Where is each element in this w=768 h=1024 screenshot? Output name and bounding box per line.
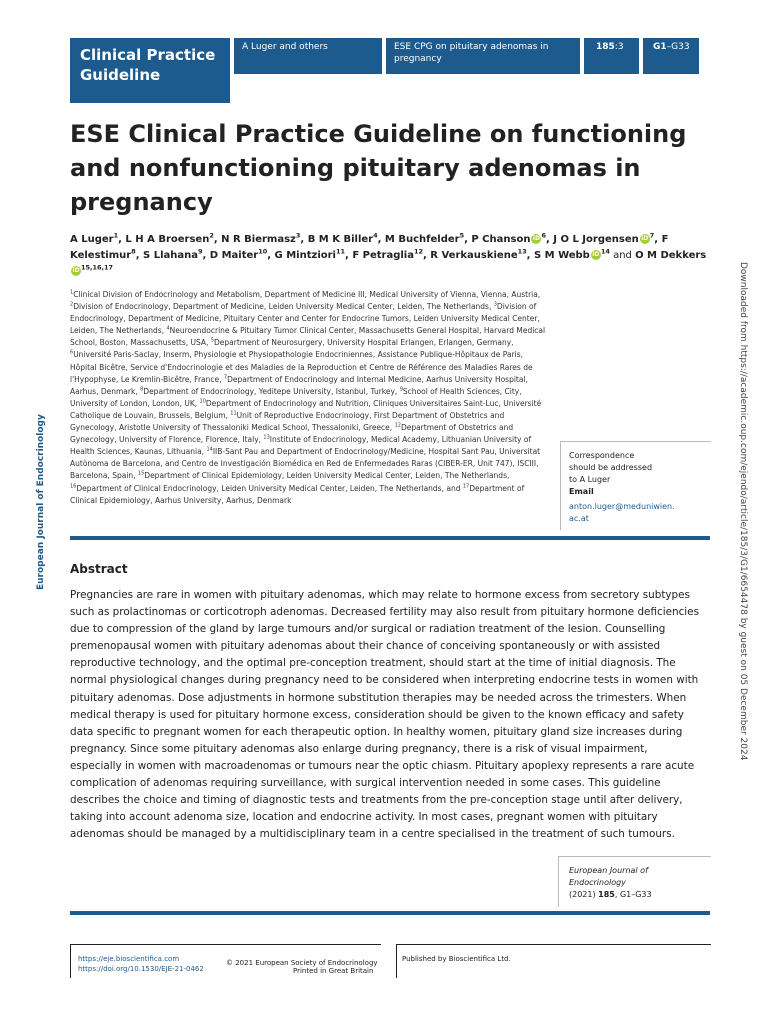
- affiliation-number: 11: [230, 410, 237, 417]
- affiliation-text: Neuroendocrine & Pituitary Tumor Clinical Center, Massachusetts General Hospital, Harvard Medical School, Boston, Massachusetts, USA,: [70, 326, 546, 348]
- affiliation-text: Department of Clinical Epidemiology, Aarhus University, Aarhus, Denmark: [70, 483, 525, 505]
- author-name: R Verkauskiene: [430, 250, 518, 261]
- journal-side-label: European Journal of Endocrinology: [36, 414, 46, 590]
- header-issue: :3: [614, 42, 624, 52]
- author-name: F Kelestimur: [70, 234, 669, 261]
- affiliation-text: Institute of Endocrinology, Medical Academy, Lithuanian University of Health Sciences, Kaunas, Lithuania,: [70, 435, 532, 457]
- header-pages-cell: [643, 38, 699, 74]
- section-label-box: [70, 38, 230, 103]
- correspondence-line-3: to A Luger: [569, 475, 611, 484]
- header-volume-cell: [584, 38, 639, 74]
- author-name: A Luger: [70, 234, 114, 245]
- orcid-icon[interactable]: iD: [641, 235, 649, 242]
- abstract-heading: Abstract: [70, 562, 128, 576]
- author-name: S M Webb: [533, 250, 590, 261]
- affiliation-text: Department of Endocrinology and Internal Medicine, Aarhus University Hospital, Aarhus, Denmark,: [70, 374, 528, 396]
- author-name: S Llahana: [143, 250, 198, 261]
- affiliation-text: Department of Clinical Epidemiology, Leiden University Medical Center, Leiden, The Netherlands,: [144, 471, 510, 481]
- affiliation-text: Université Paris-Saclay, Inserm, Physiologie et Physiopathologie Endocriniennes, Assistance Publique-Hôpitaux de Paris, Hôpital Bicêtre, Service d'Endocrinologie et des Maladies de la Reproduction et Centre de Référence des Maladies Rares de l'Hypophyse, Le Kremlin-Bicêtre, France,: [70, 350, 533, 384]
- journal-citation: (2021) 185, G1–G33: [569, 890, 652, 899]
- affiliation-number: 2: [70, 301, 74, 308]
- correspondence-line-2: should be addressed: [569, 463, 653, 472]
- author-name: G Mintziori: [274, 250, 336, 261]
- affiliation-text: Division of Endocrinology, Department of Medicine, Leiden University Medical Center, Leiden, The Netherlands,: [73, 302, 494, 312]
- section-label: Clinical Practice Guideline: [80, 46, 216, 84]
- email-label: Email: [569, 487, 594, 496]
- author-affiliation-number: 6: [541, 231, 546, 240]
- download-notice: Downloaded from https://academic.oup.com/ejendo/article/185/3/G1/6654478 by guest on 05 December 2024: [738, 262, 748, 761]
- author-affiliation-number: 2: [209, 231, 214, 240]
- affiliation-text: IIB-Sant Pau and Department of Endocrinology/Medicine, Hospital Sant Pau, Universitat Autònoma de Barcelona, and Centro de Investigación Biomédica en Red de Enfermedades Raras (CIBER-ER, Unit 747), ISCIII, Barcelona, Spain,: [70, 447, 541, 481]
- affiliation-number: 4: [166, 325, 170, 332]
- author-affiliation-number: 8: [131, 247, 136, 256]
- affiliation-number: 14: [206, 446, 213, 453]
- publisher: Published by Bioscientifica Ltd.: [402, 955, 511, 963]
- journal-url-link[interactable]: https://eje.bioscientifica.com: [78, 955, 180, 963]
- author-name: N R Biermasz: [221, 234, 296, 245]
- orcid-icon[interactable]: iD: [592, 251, 600, 258]
- affiliation-number: 16: [70, 483, 77, 489]
- affiliation-number: 6: [70, 349, 74, 356]
- affiliation-text: Department of Endocrinology and Nutrition, Cliniques Universitaires Saint-Luc, Université Catholique de Louvain, Brussels, Belgium,: [70, 398, 542, 420]
- header-pages-end: –G33: [666, 42, 690, 52]
- author-name: P Chanson: [471, 234, 531, 245]
- copyright: © 2021 European Society of Endocrinology: [226, 959, 378, 967]
- affiliation-text: Department of Clinical Endocrinology, Leiden University Medical Center, Leiden, The Netherlands, and: [76, 483, 463, 493]
- divider-bottom: [70, 911, 710, 915]
- header-pages-start: G1: [653, 42, 667, 52]
- affiliation-text: Division of Endocrinology, Department of Medicine, Pituitary Center and Center for Endocrine Tumors, Leiden University Medical Center, Leiden, The Netherlands,: [70, 302, 540, 336]
- affiliation-number: 15: [137, 470, 145, 477]
- abstract-text: Pregnancies are rare in women with pituitary adenomas, which may relate to hormone excess from secretory subtypes such as prolactinomas or corticotroph adenomas. Decreased fertility may also result from pituitary hormone deficiencies due to compression of the gland by large tumours and/or surgical or radiation treatment of the lesion. Counselling premenopausal women with pituitary adenomas about their chance of conceiving spontaneously or with assisted reproductive technology, and the optimal pre-conception treatment, should start at the time of initial diagnosis. The normal physiological changes during pregnancy need to be considered when interpreting endocrine tests in women with pituitary adenomas. Dose adjustments in hormone substitution therapies may be needed across the trimesters. When medical therapy is used for pituitary hormone excess, consideration should be given to the known efficacy and safety data specific to pregnant women for each therapeutic option. In healthy women, pituitary gland size increases during pregnancy. Since some pituitary adenomas also enlarge during pregnancy, there is a risk of visual impairment, especially in women with macroadenomas or tumours near the optic chiasm. Pituitary apoplexy represents a rare acute complication of adenomas requiring surveillance, with surgical intervention needed in some cases. This guideline describes the choice and timing of diagnostic tests and treatments from the pre-conception stage until after delivery, taking into account adenoma size, location and endocrine activity. In most cases, pregnant women with pituitary adenomas should be managed by a multidisciplinary team in a centre specialised in the treatment of such tumours.: [70, 589, 699, 841]
- affiliation-number: 17: [462, 483, 470, 489]
- orcid-icon[interactable]: iD: [72, 267, 80, 274]
- affiliation-number: 7: [223, 374, 228, 381]
- author-affiliation-number: 3: [295, 231, 301, 240]
- affiliation-number: 3: [493, 301, 497, 308]
- author-affiliation-number: 14: [600, 247, 610, 256]
- affiliation-text: Department of Endocrinology, Yeditepe University, Istanbul, Turkey,: [143, 386, 400, 396]
- author-name: M Buchfelder: [384, 234, 460, 245]
- journal-name-1: European Journal of: [569, 866, 648, 875]
- affiliation-number: 10: [199, 398, 206, 405]
- author-list: A Luger$^1$, L H A Broersen$^2$, N R Biermasz$^3$, B M K Biller$^4$, M Buchfelder$^5$, P Chanson $iD^6$, J O L Jorgensen $iD^7$, F Kelestimur$^8$, S Llahana$^9$, D Maiter$^{10}$, G Mintziori$^{11}$, F Petraglia$^{12}$, R Verkauskiene$^{13}$, S M Webb $iD^{14}$ and O M DekkersiD$^{15,16,17}$: [70, 231, 707, 274]
- author-name: D Maiter: [209, 250, 259, 261]
- orcid-icon[interactable]: iD: [532, 235, 540, 242]
- author-affiliation-number: 12: [413, 247, 424, 256]
- affiliation-text: Clinical Division of Endocrinology and Metabolism, Department of Medicine III, Medical University of Vienna, Vienna, Austria,: [73, 290, 541, 299]
- header-authors-cell: [234, 38, 382, 74]
- affiliation-text: Unit of Reproductive Endocrinology, First Department of Obstetrics and Gynecology, Aristotle University of Thessaloniki Medical School, Thessaloniki, Greece,: [70, 410, 505, 433]
- affiliations: [70, 289, 550, 507]
- author-name: O M Dekkers: [635, 250, 707, 261]
- email-link[interactable]: anton.luger@meduniwien. ac.at: [569, 502, 675, 523]
- author-name: F Petraglia: [352, 250, 414, 261]
- article-title: ESE Clinical Practice Guideline on functioning and nonfunctioning pituitary adenomas in pregnancy: [70, 120, 687, 216]
- author-affiliation-number: 7: [649, 231, 655, 240]
- affiliation-text: Department of Obstetrics and Gynecology, University of Florence, Florence, Italy,: [70, 423, 514, 445]
- header-authors: A Luger and others: [242, 42, 328, 52]
- journal-citation-box: [558, 856, 711, 907]
- affiliation-text: Department of Neurosurgery, University Hospital Erlangen, Erlangen, Germany,: [214, 338, 514, 348]
- author-name: J O L Jorgensen: [553, 234, 639, 245]
- affiliation-number: 13: [263, 434, 270, 441]
- author-affiliation-number: 13: [517, 247, 527, 256]
- printed-in: Printed in Great Britain: [293, 967, 374, 975]
- header-volume: 185: [596, 42, 615, 52]
- divider-top: [70, 536, 710, 540]
- affiliation-text: School of Health Sciences, City, University of London, London, UK,: [70, 386, 522, 408]
- author-affiliation-number: 10: [258, 247, 268, 256]
- author-affiliation-number: 11: [335, 247, 346, 256]
- correspondence-box: [560, 441, 711, 530]
- doi-link[interactable]: https://doi.org/10.1530/EJE-21-0462: [78, 965, 204, 973]
- author-affiliation-number: 9: [197, 247, 203, 256]
- affiliation-number: 1: [70, 289, 74, 296]
- authors-and: and: [609, 250, 636, 261]
- header-topic-cell: [386, 38, 580, 74]
- author-affiliation-number: 4: [373, 231, 378, 240]
- author-affiliation-number: 1: [113, 231, 119, 240]
- affiliation-number: 8: [140, 386, 144, 393]
- affiliation-number: 5: [210, 337, 215, 344]
- page-footer: [70, 944, 710, 978]
- author-name: L H A Broersen: [125, 234, 210, 245]
- author-affiliation-number: 5: [459, 231, 465, 240]
- affiliation-number: 9: [399, 386, 403, 393]
- journal-name-2: Endocrinology: [569, 878, 626, 887]
- affiliation-number: 12: [394, 422, 401, 429]
- header-topic: ESE CPG on pituitary adenomas in pregnancy: [394, 42, 549, 64]
- author-affiliation-number: 15,16,17: [81, 263, 114, 272]
- correspondence-line-1: Correspondence: [569, 451, 635, 460]
- author-name: B M K Biller: [307, 234, 374, 245]
